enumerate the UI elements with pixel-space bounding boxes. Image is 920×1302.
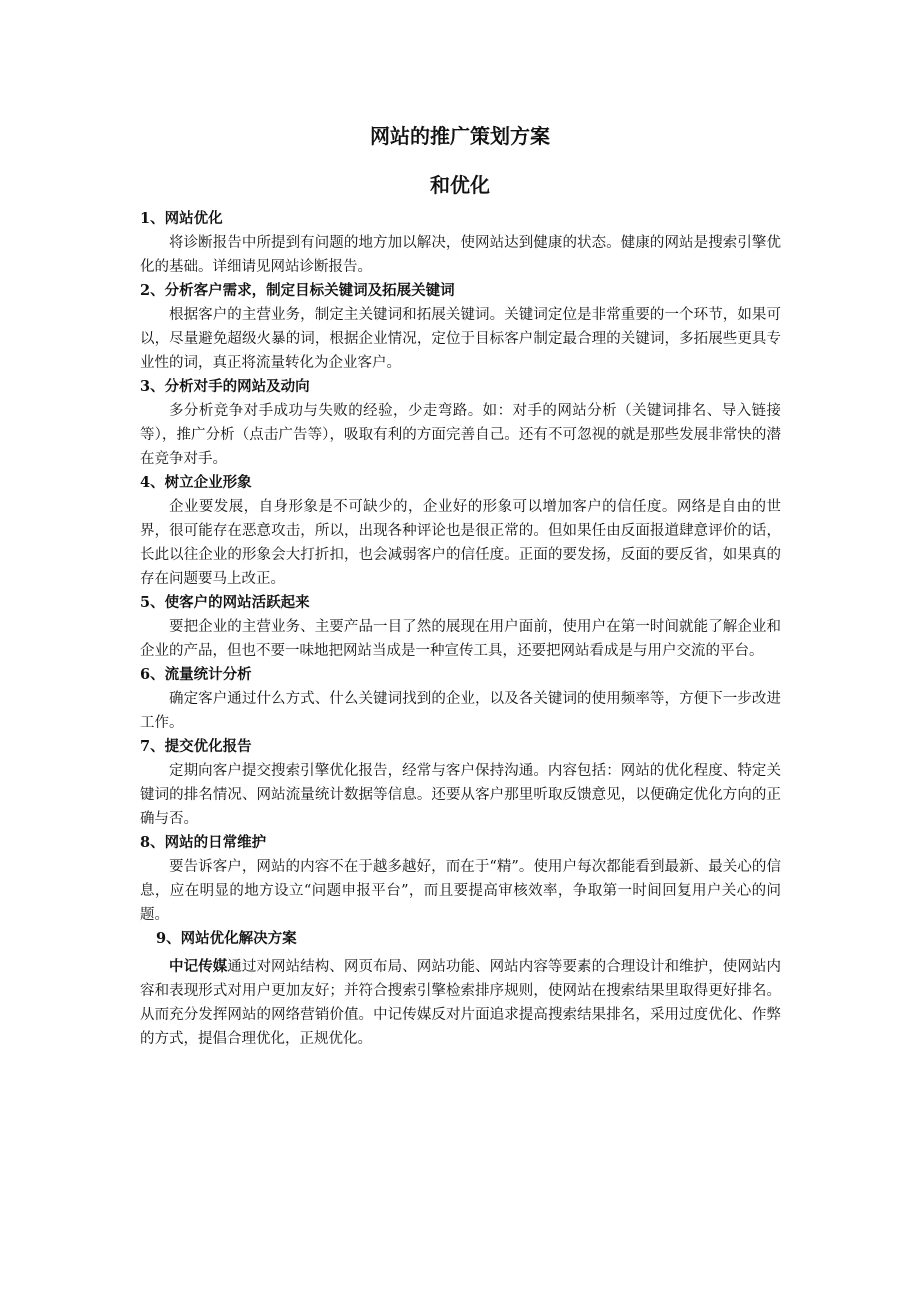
section-heading: 9、网站优化解决方案 (156, 930, 297, 947)
section-paragraph: 要把企业的主营业务、主要产品一目了然的展现在用户面前，使用户在第一时间就能了解企业和企业的产品，但也不要一味地把网站当成是一种宣传工具，还要把网站看成是与用户交流的平台。 (140, 619, 781, 659)
section-heading: 6、流量统计分析 (140, 666, 252, 683)
section-heading: 7、提交优化报告 (140, 738, 252, 755)
section-heading: 3、分析对手的网站及动向 (140, 378, 310, 395)
section-paragraph (140, 955, 781, 1051)
section-3 (140, 375, 781, 471)
document-body (140, 207, 781, 1051)
section-2 (140, 279, 781, 375)
section-paragraph-text: 通过对网站结构、网页布局、网站功能、网站内容等要素的合理设计和维护，使网站内容和表现形式对用户更加友好；并符合搜索引擎检索排序规则，使网站在搜索结果里取得更好排名。从而充分发挥网站的网络营销价值。中记传媒反对片面追求提高搜索结果排名，采用过度优化、作弊的方式，提倡合理优化，正规优化。 (140, 959, 782, 1047)
section-8 (140, 831, 781, 927)
section-paragraph: 根据客户的主营业务，制定主关键词和拓展关键词。关键词定位是非常重要的一个环节，如果可以，尽量避免超级火暴的词，根据企业情况，定位于目标客户制定最合理的关键词，多拓展些更具专业性的词，真正将流量转化为企业客户。 (140, 307, 781, 371)
section-heading: 5、使客户的网站活跃起来 (140, 594, 310, 611)
section-paragraph: 多分析竞争对手成功与失败的经验，少走弯路。如：对手的网站分析（关键词排名、导入链接等），推广分析（点击广告等），吸取有利的方面完善自己。还有不可忽视的就是那些发展非常快的潜在竞争对手。 (140, 403, 781, 467)
section-1 (140, 207, 781, 279)
section-5 (140, 591, 781, 663)
section-heading: 2、分析客户需求，制定目标关键词及拓展关键词 (140, 282, 455, 299)
section-heading: 8、网站的日常维护 (140, 834, 267, 851)
company-name: 中记传媒 (169, 958, 228, 975)
section-paragraph: 企业要发展，自身形象是不可缺少的，企业好的形象可以增加客户的信任度。网络是自由的世界，很可能存在恶意攻击，所以，出现各种评论也是很正常的。但如果任由反面报道肆意评价的话，长此以往企业的形象会大打折扣，也会减弱客户的信任度。正面的要发扬，反面的要反省，如果真的存在问题要马上改正。 (140, 499, 781, 587)
section-7 (140, 735, 781, 831)
section-heading: 4、树立企业形象 (140, 474, 252, 491)
section-paragraph: 将诊断报告中所提到有问题的地方加以解决，使网站达到健康的状态。健康的网站是搜索引擎优化的基础。详细请见网站诊断报告。 (140, 235, 781, 275)
document-title: 网站的推广策划方案 (370, 124, 550, 148)
section-paragraph: 定期向客户提交搜索引擎优化报告，经常与客户保持沟通。内容包括：网站的优化程度、特定关键词的排名情况、网站流量统计数据等信息。还要从客户那里听取反馈意见，以便确定优化方向的正确与否。 (140, 763, 781, 827)
section-paragraph: 要告诉客户，网站的内容不在于越多越好，而在于“精”。使用户每次都能看到最新、最关心的信息，应在明显的地方设立“问题申报平台”，而且要提高审核效率，争取第一时间回复用户关心的问题。 (140, 859, 781, 923)
section-paragraph: 确定客户通过什么方式、什么关键词找到的企业，以及各关键词的使用频率等，方便下一步改进工作。 (140, 691, 781, 731)
section-6 (140, 663, 781, 735)
section-9 (140, 927, 781, 1051)
document-subtitle: 和优化 (430, 173, 490, 197)
section-4 (140, 471, 781, 591)
section-heading: 1、网站优化 (140, 210, 223, 227)
